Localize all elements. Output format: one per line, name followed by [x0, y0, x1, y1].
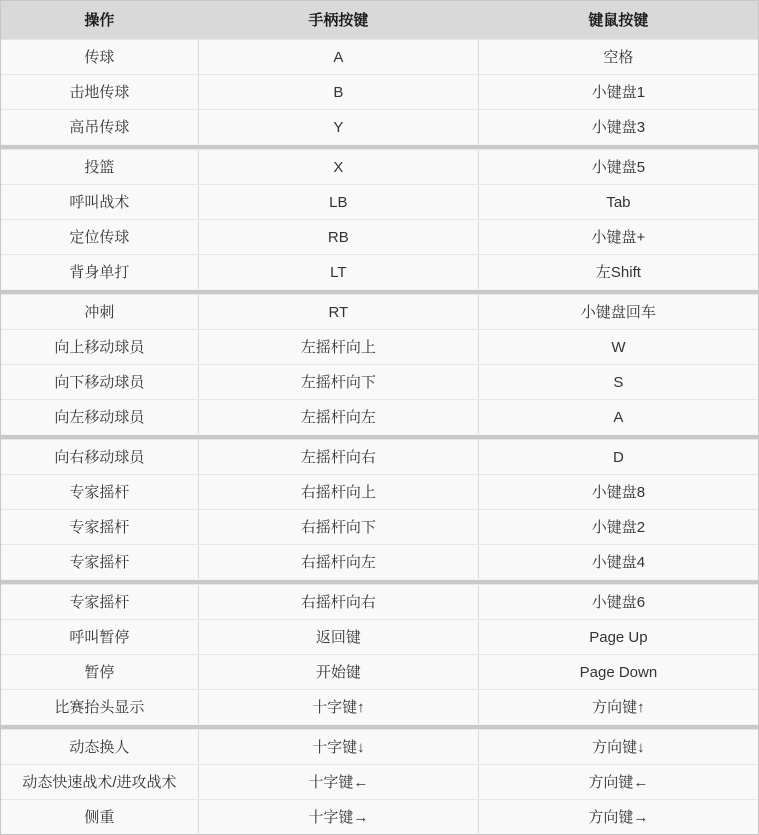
cell-gamepad: Y: [198, 110, 478, 144]
cell-action: 投篮: [84, 158, 115, 176]
cell-gamepad: 左摇杆向左: [198, 400, 478, 434]
cell-gamepad: 右摇杆向左: [198, 545, 478, 579]
cell-gamepad: B: [198, 75, 478, 109]
cell-action: 暂停: [84, 663, 115, 681]
cell-gamepad: RT: [198, 295, 478, 329]
cell-action: 向下移动球员: [54, 373, 145, 391]
cell-keyboard: 小键盘6: [478, 585, 758, 619]
cell-gamepad: A: [198, 40, 478, 74]
cell-keyboard: 空格: [478, 40, 758, 74]
table-row: [1, 474, 758, 509]
cell-keyboard: 方向键↑: [478, 690, 758, 724]
cell-keyboard: 小键盘5: [478, 150, 758, 184]
cell-keyboard: 方向键←: [478, 765, 758, 799]
cell-keyboard: W: [478, 330, 758, 364]
cell-keyboard: 小键盘4: [478, 545, 758, 579]
cell-action: 动态快速战术/进攻战术: [22, 773, 177, 791]
cell-gamepad: 十字键→: [198, 800, 478, 834]
cell-action: 向右移动球员: [54, 448, 145, 466]
cell-gamepad: 十字键←: [198, 765, 478, 799]
cell-action: 专家摇杆: [69, 593, 130, 611]
cell-gamepad: LT: [198, 255, 478, 289]
cell-action: 向左移动球员: [54, 408, 145, 426]
cell-action: 呼叫暂停: [69, 628, 130, 646]
table-row: [1, 184, 758, 219]
cell-gamepad: 开始键: [198, 655, 478, 689]
cell-keyboard: S: [478, 365, 758, 399]
table-row: [1, 399, 758, 434]
header-row: [1, 1, 758, 39]
cell-action: 专家摇杆: [69, 483, 130, 501]
table-row: [1, 329, 758, 364]
cell-keyboard: 小键盘8: [478, 475, 758, 509]
cell-keyboard: 方向键→: [478, 800, 758, 834]
cell-gamepad: LB: [198, 185, 478, 219]
cell-action: 动态换人: [69, 738, 130, 756]
cell-action: 击地传球: [69, 83, 130, 101]
cell-keyboard: 小键盘3: [478, 110, 758, 144]
table-row: [1, 219, 758, 254]
cell-action: 专家摇杆: [69, 518, 130, 536]
cell-gamepad: 左摇杆向下: [198, 365, 478, 399]
cell-gamepad: 右摇杆向下: [198, 510, 478, 544]
table-row: [1, 689, 758, 724]
cell-gamepad: 十字键↑: [198, 690, 478, 724]
cell-gamepad: RB: [198, 220, 478, 254]
table-row: [1, 584, 758, 619]
cell-keyboard: Tab: [478, 185, 758, 219]
cell-keyboard: 小键盘1: [478, 75, 758, 109]
cell-keyboard: 方向键↓: [478, 730, 758, 764]
table-row: [1, 364, 758, 399]
cell-keyboard: A: [478, 400, 758, 434]
cell-keyboard: 小键盘回车: [478, 295, 758, 329]
table-row: [1, 799, 758, 834]
table-row: [1, 109, 758, 144]
table-row: [1, 74, 758, 109]
cell-keyboard: Page Up: [478, 620, 758, 654]
cell-gamepad: 左摇杆向上: [198, 330, 478, 364]
table-row: [1, 439, 758, 474]
table-row: [1, 619, 758, 654]
cell-gamepad: 右摇杆向上: [198, 475, 478, 509]
header-cell-gamepad: 手柄按键: [198, 1, 478, 39]
cell-gamepad: X: [198, 150, 478, 184]
cell-action: 背身单打: [69, 263, 130, 281]
table-row: [1, 654, 758, 689]
cell-action: 专家摇杆: [69, 553, 130, 571]
table-row: [1, 149, 758, 184]
cell-action: 高吊传球: [69, 118, 130, 136]
table-row: [1, 509, 758, 544]
cell-keyboard: 小键盘2: [478, 510, 758, 544]
header-cell-keyboard: 键鼠按键: [478, 1, 758, 39]
table-row: [1, 254, 758, 289]
cell-keyboard: D: [478, 440, 758, 474]
cell-action: 向上移动球员: [54, 338, 145, 356]
header-cell-action: 操作: [84, 11, 115, 29]
table-row: [1, 764, 758, 799]
cell-action: 冲刺: [84, 303, 115, 321]
table-row: [1, 294, 758, 329]
cell-action: 传球: [84, 48, 115, 66]
cell-gamepad: 返回键: [198, 620, 478, 654]
cell-gamepad: 十字键↓: [198, 730, 478, 764]
cell-gamepad: 右摇杆向右: [198, 585, 478, 619]
cell-action: 侧重: [84, 808, 115, 826]
table-row: [1, 729, 758, 764]
cell-action: 比赛抬头显示: [54, 698, 145, 716]
cell-action: 呼叫战术: [69, 193, 130, 211]
cell-keyboard: 小键盘+: [478, 220, 758, 254]
cell-gamepad: 左摇杆向右: [198, 440, 478, 474]
table-row: [1, 544, 758, 579]
cell-keyboard: Page Down: [478, 655, 758, 689]
cell-keyboard: 左Shift: [478, 255, 758, 289]
table-row: [1, 39, 758, 74]
cell-action: 定位传球: [69, 228, 130, 246]
